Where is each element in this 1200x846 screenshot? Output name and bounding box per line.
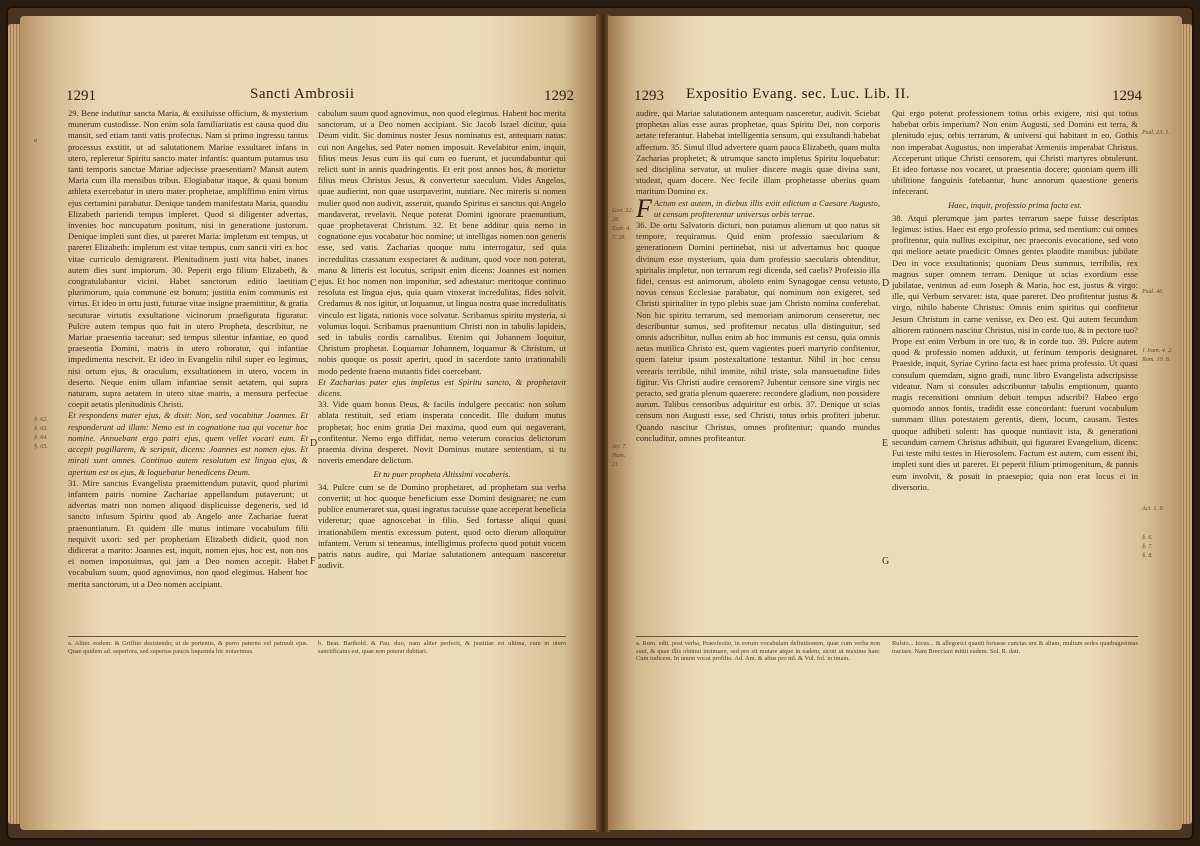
left-col-b-italic: Et Zacharias pater ejus impletus est Spiritu sancto, & prophetavit dicens. bbox=[318, 376, 566, 399]
left-col-b-text: cabulum suum quod agnovimus, non quod elegimus. Habent hoc merita sanctorum, ut a Deo nomen accipiant. Sic Jacob Israel dicitur, quia Deum vidit. Sic dominus noster Jesus nominatus est, antequam natus: cui non Angelus, sed Pater nomen imposuit. Revelabitur enim, inquit, filius meus Jesus cum iis qui cum eo fuerunt, et jucundabuntur qui relicti sunt in annis quadringentis. Et erit post annos hos, & morietur filius meus Christus Jesus, & convertetur saeculum. Vides Angelos, quae audierint, non quae usurpaverint, nuntiare. Nec mireris si nomen mulier quod non audivit, asseruit, quando Spiritus ei sanctus qui Angelo mandaverat, revelavit. Neque poterat Domini ignorare praenuntium, quae prophetaverat Christum. 32. Et bene additur quia nemo in cognatione ejus vocabatur hoc nomine; ut intelligas nomen non generis esse, sed vatis. Zacharias quoque nutu interrogatur, sed quia incredulitas crassatum exspectaret & auditum, quod voce non poterat, manu & litteris est locutus, scripsit enim dicens: Joannes est nomen ejus. Et hoc nomen non imponitur, sed adtestatur: meritoque continuo resoluta est lingua ejus, quia quam vinxerat incredulitas, fides solvit. Credamus & nos igitur, ut loquamur, ut lingua nostra quae incredulitatis vinculo est ligata, rationis voce solvatur. Scribamus spiritu mysteria, si volumus loqui. Scribamus praenuntium Christi non in tabulis lapideis, sed in tabulis cordis carnalibus. Etenim qui Johannem loquitur, Christum prophetat. Loquamur Johannem, loquamur & Christum, ut nobis quoque os possit aperiri, quod in sacerdote tanto irrationabili modo pedente fraeno mutantis fidei coercebant. bbox=[318, 108, 566, 376]
margin-note: §. 6. bbox=[1142, 534, 1153, 541]
margin-note: Psal. 23. 1. bbox=[1142, 129, 1171, 136]
margin-note: Jer. 7. bbox=[612, 443, 627, 450]
margin-note: Act. 1. 8. bbox=[1142, 505, 1165, 512]
left-col-a-text: 29. Bene indutitur sancta Maria, & exsiluisse officium, & mysterium munerum custodisse. Non enim sola familiaritatis est causa quod diu mansit, sed etiam tanti vatis profectus. Nam si primo ingressu tantus processus exstitit, ut ad salutationem Mariae exsultaret infans in utero, repleretur Spiritu sancto mater infantis: quantum putamus usu tanti temporis sanctae Mariae adjecisse praesentiam? Mansit autem Maria cum illa mensibus tribus. Elogiabatur itaque, & quasi bonum athleta exercebatur in utero mater prophetae, ampliffimo enim virtus ejus certamini parabatur. Denique tandem manifestata Maria, quandiu Elizabeth pariendi tempus impleret. Quod si diligenter advertas, invenies hoc nuncupatum positum, nisi in generatione justorum. Denique impleti sunt dies, ut pareret Maria: impletum est tempus, ut pareret Elizabeth: impletum est vitae tempus, cum sancti viri ex hoc vitae curriculo demigrarent. Plenitudinem justi vita habet, inanes autem dies sunt impiorum. 30. Peperit ergo filium Elizabeth, & congratulabantur vicini. Habet sanctorum editio laetitiam plurimorum, quia commune est bonum; justitia enim communis est virtus. Et ideo in ortu justi, futurae vitae insigne praemittitur, & gratia secuturae virtutis exsultatione vicinorum praefigurata figuratur. Pulcre autem tempus quo fuit in utero Propheta, describitur, ne Mariae praesentia taceatur: sed tempus silentur infantiae, eo quod praesentia Domini, matris in utero roboratur, qui infantiae impedimenta nescivit. Et ideo in Evangelio nihil super eo legimus, nisi ortum ejus, & oraculum, exsultationem in utero, vocem in deserto. Neque enim ullam infantiae sensit aetatem, qui supra naturam, supra aetatem in utero sitae matris, a mensura perfectae coepit aetatis plenitudinis Christi. bbox=[68, 108, 308, 410]
right-page-inner-margin-notes bbox=[612, 206, 634, 469]
right-margin-notes bbox=[1142, 128, 1178, 560]
margin-note: §. 62. bbox=[34, 416, 48, 423]
right-col-b-text-2: 38. Atqui plerumque jam partes terrarum saepe fuisse descriptas legimus: istius. Haec est ergo professio prima, sed mentium: cui omnes profitentur, quia nullius excipitur, nec praeconis evocatione, sed voto qui meliore aetate praedicit: Omnes gentes plaudite manibus: jubilate Deo in voce exsultationis; quoniam Deus summus, terribilis, rex magnus super omnem terram. Denique ut scias exordium esse jubilatae, venimus ad eum Joseph & Maria, hoc est, justus & virgo: ille, qui Verbum servaret: ista, quae pareret. Deo profitentur justus & virgo, nihilo habente Christus: Omnis enim spiritus qui confitetur Jesum Christum in carne venisse, ex Deo est. Qui autem fecundum altiorem rationem nascitur Christus, nisi in corde tuo, & in pectore tuo? Prope est enim Verbum in ore tuo, & in corde tuo. 39. Pulcre autem quod & professio nomen adduxit, ut ferinum temporis designaret. Praeside, inquit, Syriae Cyrino facta est haec prima professio. Ut quasi consulum quemdam, signo gradi, nunc libro Evangelista adscripsisse videatur. Nam si consules adscribuntur tabulis emptionum, quanto magis recensitioni omnium debuit tempus adscribi? Habeo ergo quomodo annos fontis, tradidit esse concordant: fuerunt vocabulum summam illius potestatem gerentis, diem, locum, causam. Testes quoque adhibeti solent: has quoque nuntiavit ista, & generationi secundum carnem Christus adhibuit, qui figuraret Evangelium, dicens: Fui teste mihi testes in Hierosolem. Factum est autem, cum essent ibi, impleti sunt dies ut pareret. Et peperit filium primogenitum, & pannis eum involvit, & posuit in praesepio; quia non erat locus ei in diversorio. bbox=[892, 212, 1138, 492]
margin-note: Gen. 32. 28. bbox=[612, 207, 634, 223]
gospel-verse: Actum est autem, in diebus illis exiit edictum a Caesare Augusto, ut censum profiterentur universus orbis terrae. bbox=[653, 197, 880, 219]
margin-note: a bbox=[34, 137, 38, 144]
left-col-b-text-2: 33. Vide quam bonus Deus, & facilis indulgere peccatis: non solum ablata restituit, sed etiam insperata concedit. Ille dudum mutus prophetat; hoc enim gratia Dei maxima, quod eum qui negaverant, confitentur. Nemo ergo diffidat, nemo veterum conscius delictorum praemia divina desperet. Novit Dominus mutare sententiam, si tu noveris emendare delictum. bbox=[318, 399, 566, 466]
margin-note: Num. 21. bbox=[612, 452, 626, 468]
right-col-b bbox=[892, 108, 1138, 628]
column-letter: G bbox=[882, 556, 890, 567]
margin-note: §. 7. bbox=[1142, 543, 1153, 550]
margin-note: §. 8. bbox=[1142, 552, 1153, 559]
book-spread bbox=[6, 6, 1194, 840]
left-col-b-head: Et tu puer propheta Altissimi vocaberis. bbox=[373, 468, 511, 479]
right-col-b-head: Haec, inquit, professio prima facta est. bbox=[948, 199, 1082, 210]
column-letter: E bbox=[882, 438, 889, 449]
right-col-b-text: Qui ergo poterat professionem totius orbis exigere, nisi qui totius habebat orbis imperium? Non enim Augusti, sed Domini est terra, & plenitudo ejus, orbis terrarum, & universi qui habitant in eo. Gothis non imperabat Augustus, non imperabat Armeniis imperabat Christus. Acceperunt utique Christi censorem, qui Christi martyres obtulerunt. Et ideo fortasse nos vocaret, ut praesentia docere; quoniam quem illi ubilitione fanguinis fatebantur, hunc annorum quaestione generis infecerant. bbox=[892, 108, 1138, 197]
footnote-rule-left bbox=[68, 636, 566, 637]
margin-note: §. 64. bbox=[34, 434, 48, 441]
left-page bbox=[20, 16, 598, 830]
running-head-page-right: 1294 bbox=[1112, 88, 1142, 104]
right-page bbox=[608, 16, 1182, 830]
running-head-right: Expositio Evang. sec. Luc. Lib. II. bbox=[686, 86, 911, 102]
running-head-left: Sancti Ambrosii bbox=[250, 86, 355, 102]
column-letter: D bbox=[310, 438, 318, 449]
left-col-b-text-3: 34. Pulcre cum se de Domino prophetaret, ad prophetam sua verba convertit; ut hoc quoque beneficium esse Domini designaret; ne cum publice enumeraret sua, quasi ingratus tacuisse quae acceperat beneficia videretur; quae agnoscebat in filio. Sed fortasse aliqui quasi irrationabilem mentis excessum putent, quod octo dierum alloquitur infantem. Verum si teneamus, intelligimus profecto quod potuit vocem patris natus audire, qui Mariae salutationem antequam nasceretur audivit. bbox=[318, 481, 566, 571]
column-letter: D bbox=[882, 278, 890, 289]
margin-note: Rom. 10. 8. bbox=[1142, 356, 1171, 363]
right-col-a-italic bbox=[636, 193, 880, 223]
left-notes-a: a. Aliter. eodem: & Griffito desistendo; ut de portentis, & porro paterno vel patruuli ejus. Quae quidem ad. superiora, sed superius paucis loquenda hic notavimus. bbox=[68, 640, 308, 655]
left-col-b bbox=[318, 108, 566, 628]
left-col-a-italic: Et respondens mater ejus, & dixit: Non, sed vocabitur Joannes. Et responderunt ad illam: Nemo est in cognatione tua qui vocetur hoc nomine. Annuebant ergo patri ejus, quem vellet vocari eum. Et accepit pugillarem, & scripsit, dicens: Joannes est nomen ejus. Et mirati sunt omnes. Continuo autem resolutum est lingua ejus, & apertum est os ejus, & loquebatur benedicens Deum. bbox=[68, 410, 308, 477]
page-number-right: 1293 bbox=[634, 88, 664, 104]
margin-note: §. 65. bbox=[34, 443, 48, 450]
footnote-rule-right bbox=[636, 636, 1138, 637]
page-number-left: 1291 bbox=[66, 88, 96, 104]
margin-note: Psal. 46. bbox=[1142, 288, 1164, 295]
margin-note: 1 Joan. 4. 2. bbox=[1142, 347, 1173, 354]
right-col-a-text-2: 36. De ortu Salvatoris dicturi, non putamus alienum ut quo natus sit tempore, requiramus. Quid enim professio saecularium & generationem Domini pertinebat, nisi ut advertamus hoc quoque divinum esse mysterium, quia dum professio saecularis obtenditur, spiritalis impletur, non terrarum regi dicenda, sed caelis? Professio illa fidei, census est animorum, aboleto enim Synagogae censu vetusto, novus census Ecclesiae parabatur, qui nominum non exigeret, sed Christi spiritaliter in typo plebis suae jam Christo nomina conferebat. Non hic spiritu terrarum, sed memoriam animorum censeretur, nec describuntur sumus, sed profitemur necatus ulla distinguitur, sed omnis adscribitur, nullus enim ab hoc immunis est censu, quia omnis aetas mutilica Christo est, quem vagientes pueri martyrio confitentur, quem fatetur ipsum postexaltatione testantur. Nihil in hoc censu verearis terribile, nihil immite, nihil triste, sola mansuetudine fides figitur. Vis Christi audire censorem? Jubentur censore sine virgis nec peracto, sed gratia plenum quaerere: recondere gladium, non possidere aurum. Talibus censoribus adquiritur est orbis. 37. Denique ut scias censum non Augusti esse, sed Christi, totus orbis profiteri jubetur. Quando nascitur Christus, omnes profitentur; quando mundus concluditur, omnes profiteantur. bbox=[636, 220, 880, 443]
margin-note: §. 63. bbox=[34, 425, 48, 432]
right-col-a bbox=[636, 108, 880, 628]
right-col-a-text: audire, qui Mariae salutationem antequam nasceretur, audivit. Sciebat prophetas alias esse auras prophetae, quas Spiritu Dei, non corporis aetate referantur. Habebat intelligentia sensum, qui exsultandi habebat affectum. 35. Simul illud advertere quam pauca Elizabeth, quam multa Zacharias prophetet; & utrumque sancto impletus Spiritu loquebatur: sed disciplina servatur, ut mulier discere magis quae divina sunt, studeat, quam docere. Nec fecile illam prophetasse uberius quam maritum Domino ex. bbox=[636, 108, 880, 197]
left-margin-notes bbox=[34, 136, 64, 451]
drop-cap: F bbox=[636, 193, 652, 223]
running-head-page-left: 1292 bbox=[544, 88, 574, 104]
right-notes-a: a. Rom. edit. post verba, Praesfectio, in eorum vocabulam definitionem, quae cum verba non sunt, & quae illis obtinui insinuare, sed pro sit mutare atque in eadem, sicuti ut maxime haec Cum iudicem. In unum vocat profilto. Ad. Am. & alius pro nil. & Vul. fol. in imam. bbox=[636, 640, 880, 663]
column-letter: C bbox=[310, 278, 317, 289]
left-notes-b: b. Beat. Barthold. & Pau. duo, nam aliter perfecti, & justitiae est ultima, cum in utero sanctificatus est, quae non poterat dubitari. bbox=[318, 640, 566, 655]
left-col-a bbox=[68, 108, 308, 628]
left-col-a-end: 31. Mire sanctus Evangelista praemittendum putavit, quod plurimi infantem patris nomine Zachariae appellandum putaverunt; ut advertas matri non nomen aliquod displicuisse degeneris, sed id sancto infusum Spiritu quod ab Angelo ante Zachariae fuerat praenuntiatum. Et quidem ille mutus intimare vocabulum filii nequivit uxori: sed per prophetiam Elizabeth didicit, quod non didicerat a marito: Joannes est, inquit, nomen ejus, hoc est, non nos ei nomen imposuimus, qui jam a Deo nomen accepit. Habet vocabulum suum, quod agnovimus, non quod elegimus. Habent hoc merita sanctorum, ut a Deo nomen accipiant. bbox=[68, 477, 308, 589]
column-letter: F bbox=[310, 556, 316, 567]
margin-note: Esdr. 4. 7. 28. bbox=[612, 225, 631, 241]
right-notes-b: Rulsio... Iocus... & allegorici quanti fortasse cunctas uni & aliam, multum sedes quadragesimas tractare. Nam Brecciani mittit eadem. Sol. R. dati. bbox=[892, 640, 1138, 655]
